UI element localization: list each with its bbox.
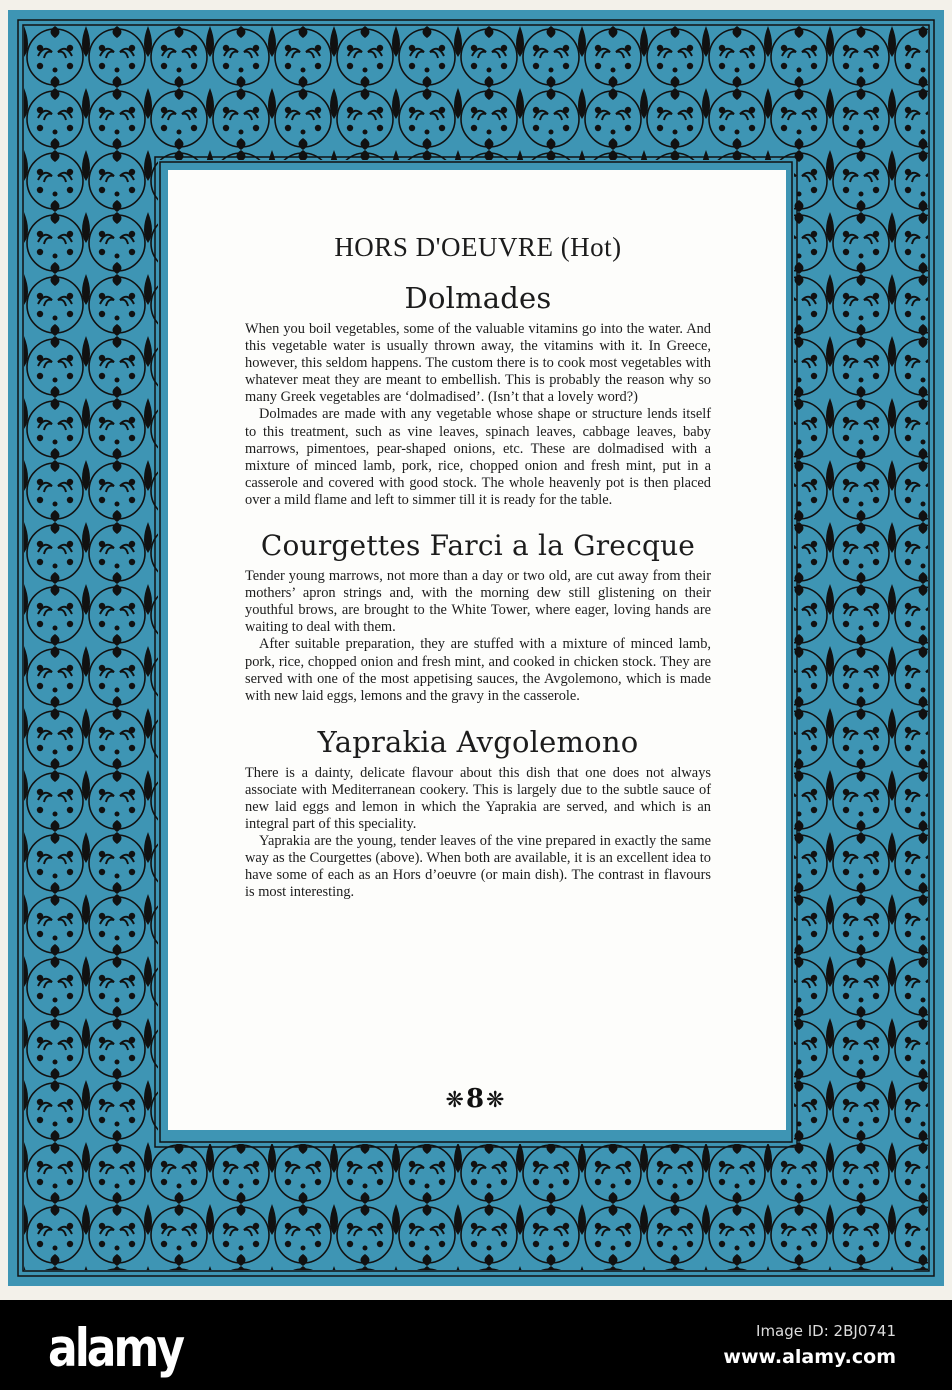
snowflake-ornament-icon: ❋ xyxy=(445,1087,466,1112)
section-heading: Courgettes Farci a la Grecque xyxy=(260,529,696,563)
paragraph: Yaprakia are the young, tender leaves of the vine prepared in exactly the same way as the Courgettes (above). When both are available, it is an excellent idea to have some of each as an Hors d’oeuvre (or main dish). The contrast in flavours is most interesting. xyxy=(245,833,711,901)
paragraph: After suitable preparation, they are stuffed with a mixture of minced lamb, pork, rice, chopped onion and fresh mint, and cooked in chicken stock. They are served with one of the most appetising sauces, the Avgolemono, which is made with new laid eggs, lemons and the gravy in the casserole. xyxy=(245,636,711,704)
paragraph: Dolmades are made with any vegetable whose shape or structure lends itself to this treatment, such as vine leaves, spinach leaves, cabbage leaves, baby marrows, pimentoes, pear-shaped onions, etc. These are dolmadised with a mixture of minced lamb, pork, rice, chopped onion and fresh mint, put in a casserole and covered with good stock. The whole heavenly pot is then placed over a mild flame and left to simmer till it is ready for the table. xyxy=(245,406,711,508)
image-id: Image ID: 2BJ0741 xyxy=(756,1322,896,1340)
watermark-site: www.alamy.com xyxy=(723,1346,896,1368)
page-title: HORS D'OEUVRE (Hot) xyxy=(334,232,622,262)
watermark-bar xyxy=(0,1300,952,1390)
paragraph: There is a dainty, delicate flavour about this dish that one does not always associate with Mediterranean cookery. This is largely due to the subtle sauce of new laid eggs and lemon in which the Yaprakia are served, and which is an integral part of this speciality. xyxy=(245,764,711,833)
page-number: 8 xyxy=(465,1084,487,1114)
page-number-mark xyxy=(0,1084,952,1114)
paragraph: When you boil vegetables, some of the valuable vitamins go into the water. And this vegetable water is usually thrown away, the vitamins with it. In Greece, however, this seldom happens. The custom there is to cook most vegetables with whatever meat they are meant to embellish. This is probably the reason why so many Greek vegetables are ‘dolmadised’. (Isn’t that a lovely word?) xyxy=(245,321,711,406)
section-courgettes xyxy=(245,529,711,705)
section-heading: Yaprakia Avgolemono xyxy=(317,724,639,759)
watermark-logo: alamy xyxy=(48,1318,182,1380)
section-heading: Dolmades xyxy=(404,281,552,315)
paragraph: Tender young marrows, not more than a day or two old, are cut away from their mothers’ apron strings and, with the morning dew still glistening on their youthful brows, are brought to the White Tower, where eager, loving hands are waiting to deal with them. xyxy=(245,568,711,636)
menu-content xyxy=(245,232,711,922)
section-yaprakia xyxy=(245,725,711,902)
section-dolmades xyxy=(245,281,711,509)
snowflake-ornament-icon: ❋ xyxy=(486,1087,507,1112)
